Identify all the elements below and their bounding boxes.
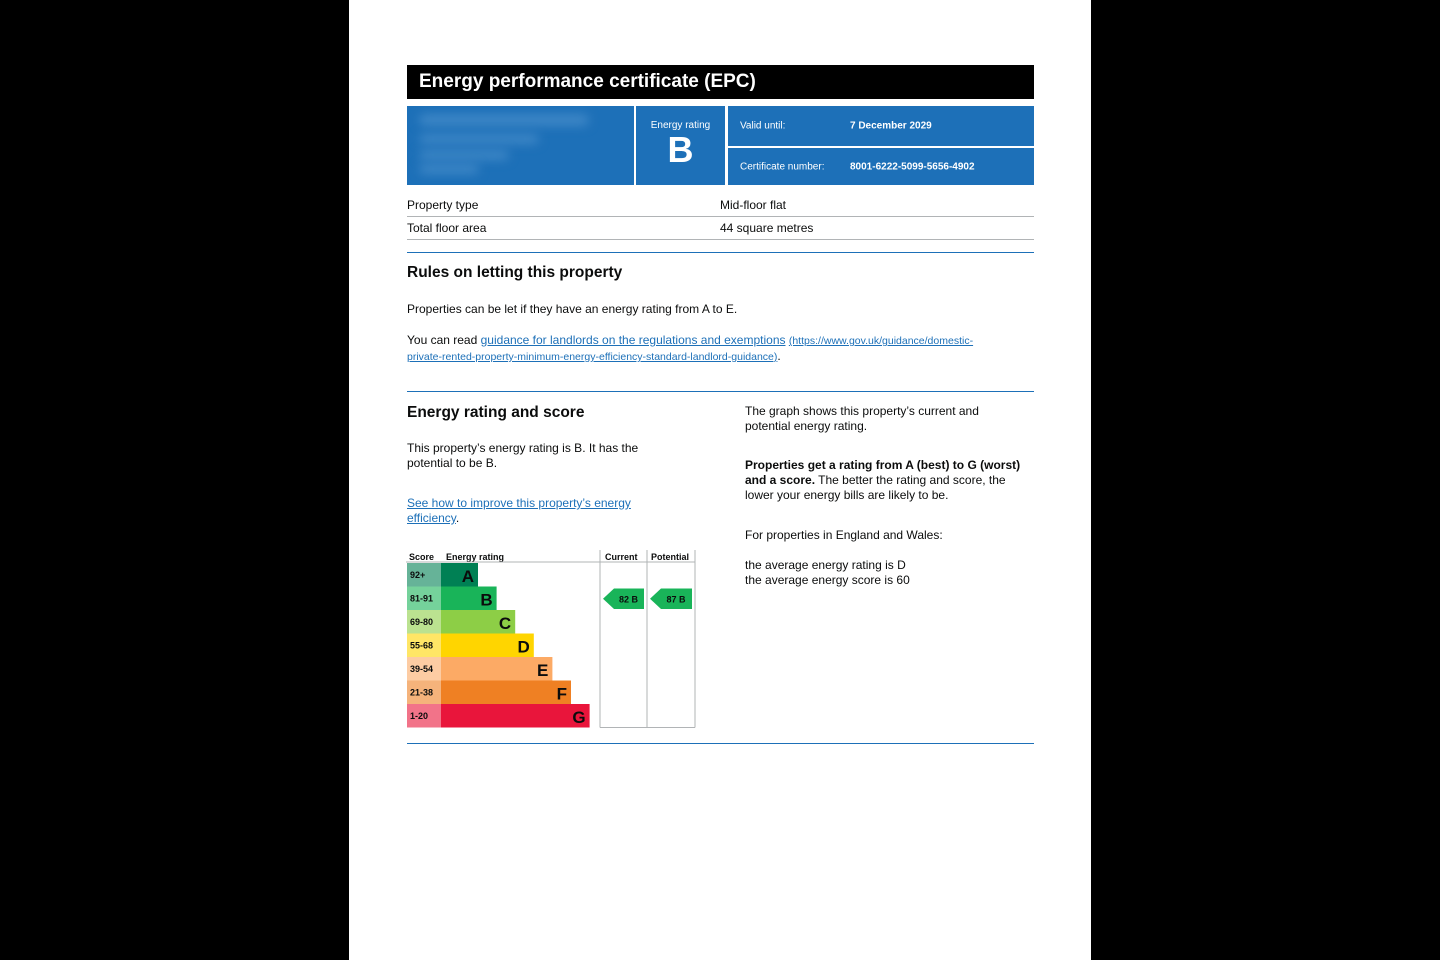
band-score-label: 21-38 bbox=[410, 687, 434, 698]
band-score-label: 55-68 bbox=[410, 640, 434, 651]
energy-rating-value: B bbox=[667, 129, 694, 170]
band-score-label: 92+ bbox=[410, 570, 426, 580]
header-potential: Potential bbox=[651, 552, 690, 562]
band-letter-e: E bbox=[537, 661, 549, 680]
header-energy-rating: Energy rating bbox=[446, 552, 505, 562]
band-score-label: 39-54 bbox=[410, 664, 434, 674]
band-bar-g bbox=[441, 704, 590, 728]
valid-until-label: Valid until: bbox=[740, 120, 786, 132]
page-title: Energy performance certificate (EPC) bbox=[407, 65, 1034, 99]
band-letter-c: C bbox=[498, 614, 512, 633]
band-bar-e bbox=[441, 657, 552, 681]
certificate-number-value: 8001-6222-5099-5656-4902 bbox=[850, 161, 975, 172]
property-type-row bbox=[407, 194, 1034, 217]
certificate-number-box bbox=[728, 148, 1034, 185]
band-letter-d: D bbox=[517, 637, 530, 657]
header-current: Current bbox=[605, 552, 638, 562]
band-score-label: 1-20 bbox=[410, 711, 429, 721]
potential-rating-arrow-label: 87 B bbox=[666, 594, 686, 605]
rating-explanation: Properties get a rating from A (best) to G (worst) and a score. The better the rating and score, the lower your energy bills are likely to be. bbox=[745, 458, 1021, 502]
section-divider bbox=[407, 252, 1034, 253]
band-score-label: 81-91 bbox=[410, 593, 434, 604]
letting-text: Properties can be let if they have an energy rating from A to E. bbox=[407, 302, 738, 316]
letting-heading: Rules on letting this property bbox=[407, 264, 623, 281]
improve-efficiency-link[interactable]: See how to improve this property’s energy bbox=[407, 496, 631, 510]
section-divider bbox=[407, 743, 1034, 744]
guidance-url-line2[interactable]: private-rented-property-minimum-energy-efficiency-standard-landlord-guidance) bbox=[407, 351, 778, 363]
floor-area-row bbox=[407, 217, 1034, 240]
england-wales-label: For properties in England and Wales: bbox=[745, 528, 943, 542]
property-type-value: Mid-floor flat bbox=[720, 198, 787, 212]
floor-area-value: 44 square metres bbox=[720, 221, 814, 235]
average-rating: the average energy rating is D bbox=[745, 558, 906, 572]
valid-until-value: 7 December 2029 bbox=[850, 120, 932, 132]
current-rating-arrow-label: 82 B bbox=[618, 594, 639, 605]
landlord-guidance-link[interactable]: guidance for landlords on the regulations and exemptions bbox=[480, 333, 786, 347]
band-score-label: 69-80 bbox=[410, 617, 434, 627]
letting-guidance-text: You can read guidance for landlords on the regulations and exemptions (https://www.gov.uk/guidance/domestic- private-rented-property-minimum-energy-efficiency-standard-landlord-guidance). bbox=[407, 333, 974, 363]
band-letter-f: F bbox=[556, 684, 567, 704]
band-letter-g: G bbox=[572, 708, 586, 727]
average-score: the average energy score is 60 bbox=[745, 573, 910, 587]
header-score: Score bbox=[409, 552, 435, 562]
certificate-page bbox=[349, 0, 1091, 960]
guidance-url-line1[interactable]: (https://www.gov.uk/guidance/domestic- bbox=[788, 335, 974, 347]
energy-rating-box bbox=[636, 106, 725, 185]
valid-until-box bbox=[728, 106, 1034, 146]
improve-efficiency: See how to improve this property’s energy efficiency. bbox=[407, 496, 631, 525]
certificate-number-label: Certificate number: bbox=[740, 161, 825, 172]
energy-rating-label: Energy rating bbox=[650, 120, 711, 131]
score-heading: Energy rating and score bbox=[407, 404, 585, 421]
rating-summary: This property’s energy rating is B. It has the potential to be B. bbox=[407, 441, 639, 470]
improve-efficiency-link-line2[interactable]: efficiency bbox=[407, 511, 456, 525]
band-bar-f bbox=[441, 681, 571, 705]
section-divider bbox=[407, 391, 1034, 392]
floor-area-label: Total floor area bbox=[407, 221, 487, 235]
band-letter-a: A bbox=[461, 567, 474, 586]
band-letter-b: B bbox=[480, 590, 493, 610]
property-type-label: Property type bbox=[407, 198, 479, 212]
address-block bbox=[407, 106, 634, 185]
energy-rating-chart bbox=[406, 549, 696, 729]
graph-description: The graph shows this property’s current and potential energy rating. bbox=[745, 404, 979, 433]
averages bbox=[745, 558, 910, 588]
